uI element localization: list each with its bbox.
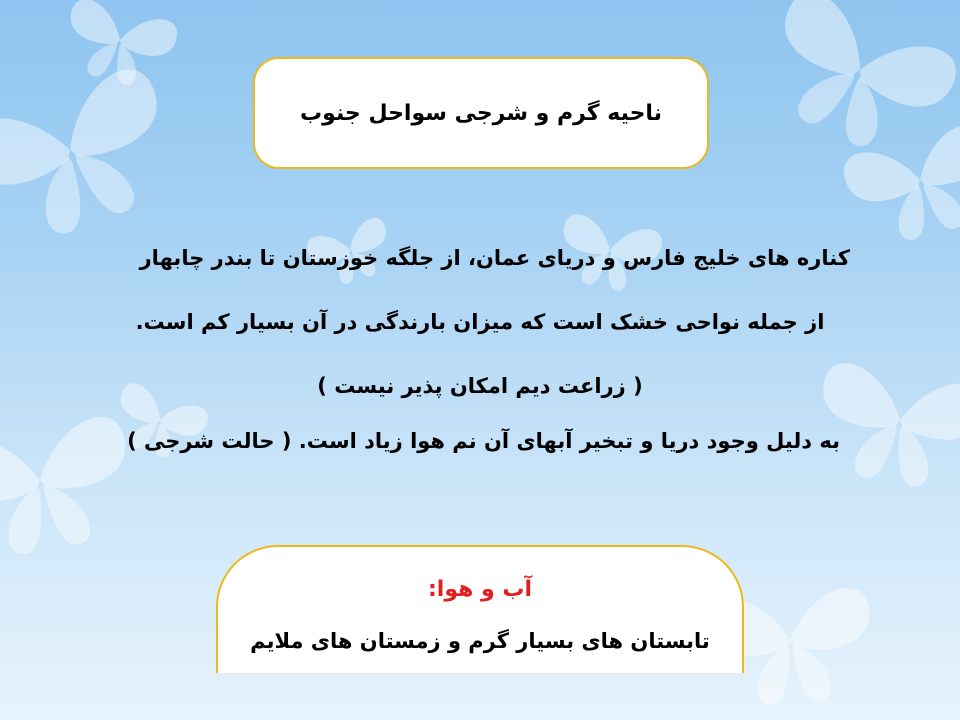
climate-box bbox=[216, 545, 744, 673]
body-line-1: کناره های خلیج فارس و دریای عمان، از جلگه خوزستان تا بندر چابهار bbox=[139, 246, 850, 270]
butterfly-shape bbox=[749, 0, 960, 172]
body-line-4: به دلیل وجود دریا و تبخیر آبهای آن نم هوا زیاد است. ( حالت شرجی ) bbox=[127, 429, 840, 453]
climate-heading: آب و هوا: bbox=[427, 577, 533, 602]
butterfly-shape bbox=[0, 62, 190, 256]
slide-title: ناحیه گرم و شرجی سواحل جنوب bbox=[300, 100, 662, 126]
climate-text: تابستان های بسیار گرم و زمستان های ملایم bbox=[250, 629, 710, 653]
body-line-2: از جمله نواحی خشک است که میزان بارندگی در آن بسیار کم است. bbox=[135, 310, 825, 334]
body-line-3: ( زراعت دیم امکان پذیر نیست ) bbox=[317, 374, 643, 398]
slide-title-box bbox=[253, 57, 709, 169]
